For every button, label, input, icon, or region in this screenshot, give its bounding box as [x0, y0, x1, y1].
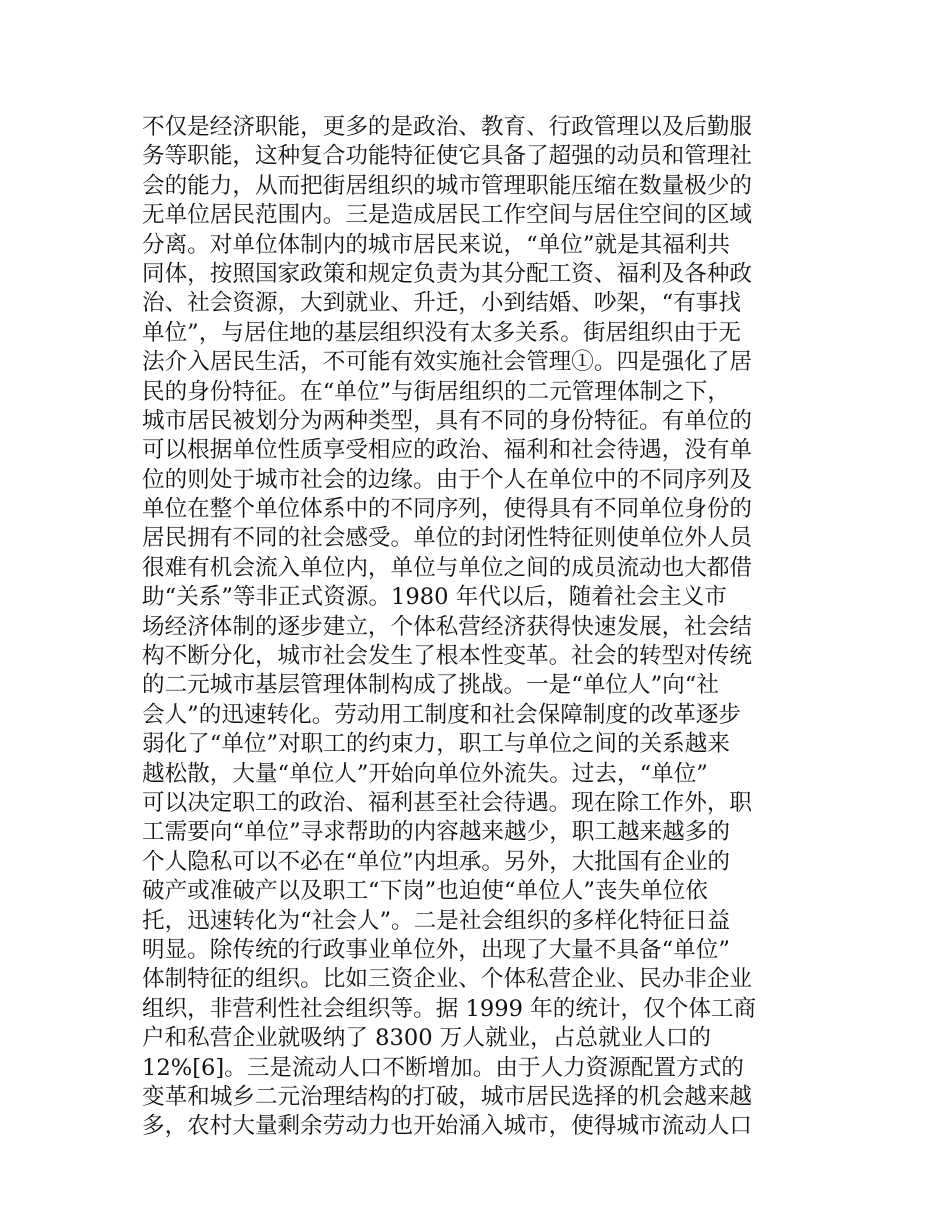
text-line: 可以决定职工的政治、福利甚至社会待遇。现在除工作外，职: [142, 789, 753, 816]
text-line: 工需要向“单位”寻求帮助的内容越来越少，职工越来越多的: [142, 819, 730, 846]
text-line: 位的则处于城市社会的边缘。由于个人在单位中的不同序列及: [142, 466, 753, 493]
text-line: 治、社会资源，大到就业、升迁，小到结婚、吵架，“有事找: [142, 290, 741, 317]
text-line: 个人隐私可以不必在“单位”内坦承。另外，大批国有企业的: [142, 848, 730, 875]
text-line: 场经济体制的逐步建立，个体私营经济获得快速发展，社会结: [142, 613, 753, 640]
text-line: 会人”的迅速转化。劳动用工制度和社会保障制度的改革逐步: [142, 701, 741, 728]
text-line: 破产或准破产以及职工“下岗”也迫使“单位人”丧失单位依: [142, 878, 708, 905]
text-line: 多，农村大量剩余劳动力也开始涌入城市，使得城市流动人口: [142, 1113, 753, 1140]
text-line: 体制特征的组织。比如三资企业、个体私营企业、民办非企业: [142, 966, 753, 993]
text-line: 越松散，大量“单位人”开始向单位外流失。过去，“单位”: [142, 760, 708, 787]
text-line: 构不断分化，城市社会发生了根本性变革。社会的转型对传统: [142, 643, 753, 670]
text-line: 可以根据单位性质享受相应的政治、福利和社会待遇，没有单: [142, 437, 753, 464]
body-text: [142, 113, 812, 1142]
text-line: 很难有机会流入单位内，单位与单位之间的成员流动也大都借: [142, 554, 753, 581]
text-line: 明显。除传统的行政事业单位外，出现了大量不具备“单位”: [142, 936, 730, 963]
text-line: 民的身份特征。在“单位”与街居组织的二元管理体制之下，: [142, 378, 730, 405]
text-line: 城市居民被划分为两种类型，具有不同的身份特征。有单位的: [142, 407, 753, 434]
text-line: 变革和城乡二元治理结构的打破，城市居民选择的机会越来越: [142, 1083, 753, 1110]
text-line: 法介入居民生活，不可能有效实施社会管理①。四是强化了居: [142, 349, 753, 376]
text-line: 托，迅速转化为“社会人”。二是社会组织的多样化特征日益: [142, 907, 730, 934]
text-line: 组织，非营利性社会组织等。据 1999 年的统计，仅个体工商: [142, 995, 757, 1022]
text-line: 务等职能，这种复合功能特征使它具备了超强的动员和管理社: [142, 143, 753, 170]
text-line: 不仅是经济职能，更多的是政治、教育、行政管理以及后勤服: [142, 114, 753, 140]
text-line: 同体，按照国家政策和规定负责为其分配工资、福利及各种政: [142, 260, 753, 287]
text-line: 单位在整个单位体系中的不同序列，使得具有不同单位身份的: [142, 496, 753, 523]
text-line: 无单位居民范围内。三是造成居民工作空间与居住空间的区域: [142, 202, 753, 229]
text-line: 会的能力，从而把街居组织的城市管理职能压缩在数量极少的: [142, 172, 753, 199]
text-line: 弱化了“单位”对职工的约束力，职工与单位之间的关系越来: [142, 731, 730, 758]
text-line: 居民拥有不同的社会感受。单位的封闭性特征则使单位外人员: [142, 525, 753, 552]
text-line: 12%[6]。三是流动人口不断增加。由于人力资源配置方式的: [142, 1054, 744, 1081]
text-line: 分离。对单位体制内的城市居民来说，“单位”就是其福利共: [142, 231, 730, 258]
text-line: 单位”，与居住地的基层组织没有太多关系。街居组织由于无: [142, 319, 741, 346]
text-line: 的二元城市基层管理体制构成了挑战。一是“单位人”向“社: [142, 672, 719, 699]
text-line: 户和私营企业就吸纳了 8300 万人就业，占总就业人口的: [142, 1025, 711, 1052]
text-line: 助“关系”等非正式资源。1980 年代以后，随着社会主义市: [142, 584, 727, 611]
